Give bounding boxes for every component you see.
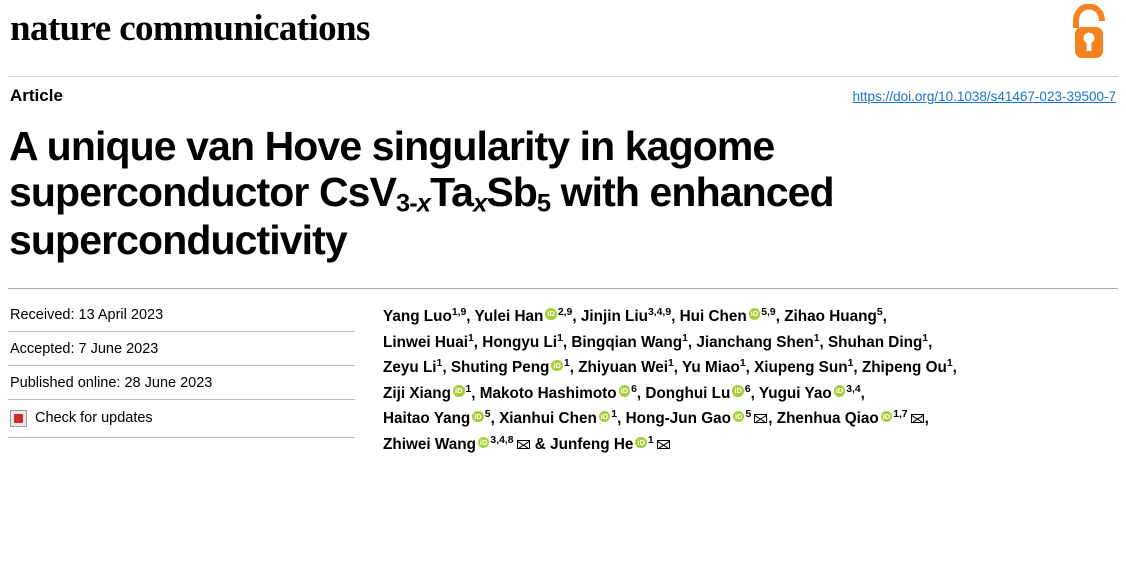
email-icon[interactable]: [657, 440, 670, 449]
affiliation-superscript: 1: [436, 358, 443, 370]
author-line: [383, 329, 1118, 355]
author-name[interactable]: Bingqian Wang: [571, 333, 683, 351]
article-meta-row: [8, 77, 1118, 112]
author-entry: [383, 359, 451, 376]
author-name[interactable]: Haitao Yang: [383, 410, 471, 428]
affiliation-superscript: 1,7: [893, 409, 908, 421]
author-name[interactable]: Makoto Hashimoto: [479, 384, 617, 402]
affiliation-superscript: 1: [739, 358, 746, 370]
masthead: [8, 0, 1118, 76]
author-separator: ,: [617, 410, 626, 428]
orcid-icon[interactable]: [733, 411, 745, 423]
orcid-icon[interactable]: [881, 411, 893, 423]
affiliation-superscript: 5,9: [761, 306, 776, 318]
author-separator: ,: [928, 333, 933, 351]
check-for-updates[interactable]: [8, 400, 355, 438]
author-list: [373, 299, 1118, 458]
author-name[interactable]: Zhipeng Ou: [861, 359, 947, 377]
author-entry: [475, 308, 581, 325]
journal-name: nature communications: [10, 8, 370, 49]
affiliation-superscript: 1: [557, 332, 563, 344]
author-separator: ,: [860, 384, 865, 402]
orcid-icon[interactable]: [619, 385, 631, 397]
orcid-icon[interactable]: [834, 385, 846, 397]
accepted-date: Accepted: 7 June 2023: [8, 332, 355, 366]
author-name[interactable]: Zhiyuan Wei: [578, 359, 668, 377]
author-name[interactable]: Shuhan Ding: [827, 333, 923, 351]
author-name[interactable]: Yu Miao: [682, 359, 740, 377]
author-line: [383, 381, 1118, 407]
author-name[interactable]: Zeyu Li: [383, 359, 437, 377]
author-name[interactable]: Yugui Yao: [758, 384, 832, 402]
author-separator: ,: [562, 333, 572, 351]
author-separator: ,: [687, 333, 697, 351]
author-separator: ,: [775, 307, 785, 325]
orcid-icon[interactable]: [635, 437, 647, 449]
author-name[interactable]: Donghui Lu: [645, 384, 731, 402]
affiliation-superscript: 1: [465, 383, 472, 395]
article-type-label: Article: [10, 86, 63, 105]
author-entry: [480, 385, 646, 402]
author-separator: ,: [924, 410, 929, 428]
author-line: [383, 304, 1118, 330]
published-date: Published online: 28 June 2023: [8, 366, 355, 400]
orcid-icon[interactable]: [472, 411, 484, 423]
affiliation-superscript: 5: [745, 409, 752, 421]
author-entry: [383, 410, 499, 427]
author-separator: ,: [473, 333, 483, 351]
author-entry: [550, 436, 671, 453]
affiliation-superscript: 1: [922, 332, 929, 344]
author-entry: [680, 308, 785, 325]
author-name[interactable]: Zihao Huang: [784, 307, 877, 325]
author-separator: ,: [819, 333, 828, 351]
affiliation-superscript: 1: [682, 332, 688, 344]
divider-mid: [8, 288, 1118, 289]
affiliation-superscript: 3,4,8: [490, 434, 514, 446]
author-entry: [777, 410, 929, 427]
author-name[interactable]: Jianchang Shen: [696, 333, 814, 351]
author-name[interactable]: Junfeng He: [550, 436, 634, 454]
orcid-icon[interactable]: [749, 308, 761, 320]
author-name[interactable]: Yulei Han: [474, 307, 544, 325]
author-separator: ,: [952, 359, 957, 377]
author-entry: [645, 385, 758, 402]
author-name[interactable]: Zhenhua Qiao: [776, 410, 879, 428]
author-entry: [383, 308, 475, 325]
author-entry: [828, 334, 932, 351]
orcid-icon[interactable]: [453, 385, 465, 397]
affiliation-superscript: 1: [468, 332, 474, 344]
author-separator: ,: [636, 384, 646, 402]
author-entry: [383, 334, 482, 351]
author-entry: [759, 385, 865, 402]
check-for-updates-label: Check for updates: [35, 410, 153, 427]
author-separator: ,: [490, 410, 500, 428]
affiliation-superscript: 1: [611, 409, 618, 421]
affiliation-superscript: 3,4: [846, 383, 861, 395]
author-name[interactable]: Hongyu Li: [482, 333, 558, 351]
publication-history: [8, 299, 373, 458]
title-line-1: A unique van Hove singularity in kagome: [9, 123, 775, 169]
affiliation-superscript: 1: [946, 358, 953, 370]
author-entry: [451, 359, 578, 376]
author-line: [383, 355, 1118, 381]
doi-link[interactable]: https://doi.org/10.1038/s41467-023-39500-7: [852, 89, 1116, 104]
email-icon[interactable]: [517, 440, 530, 449]
author-separator: ,: [569, 359, 579, 377]
author-name[interactable]: Xiupeng Sun: [754, 359, 848, 377]
author-entry: [499, 410, 626, 427]
metadata-and-authors: [8, 299, 1118, 458]
author-name[interactable]: Xianhui Chen: [499, 410, 597, 428]
author-separator: ,: [673, 359, 683, 377]
author-separator: ,: [882, 307, 887, 325]
author-entry: [754, 359, 862, 376]
title-line-3: superconductivity: [9, 216, 347, 263]
affiliation-superscript: 5: [484, 409, 491, 421]
affiliation-superscript: 1: [847, 358, 854, 370]
affiliation-superscript: 1: [647, 434, 654, 446]
author-entry: [383, 436, 550, 453]
author-name[interactable]: Jinjin Liu: [580, 307, 648, 325]
author-separator: ,: [750, 384, 759, 402]
author-entry: [578, 359, 682, 376]
orcid-icon[interactable]: [599, 411, 611, 423]
author-entry: [696, 334, 828, 351]
author-entry: [784, 308, 887, 325]
author-separator: ,: [671, 307, 680, 325]
affiliation-superscript: 2,9: [557, 306, 573, 318]
author-separator: &: [530, 436, 551, 454]
author-name[interactable]: Ziji Xiang: [383, 384, 451, 402]
affiliation-superscript: 1,9: [451, 306, 467, 318]
author-separator: ,: [471, 384, 480, 402]
page-title: [9, 124, 1118, 288]
affiliation-superscript: 1: [668, 358, 674, 370]
author-name[interactable]: Yang Luo: [383, 307, 452, 325]
author-entry: [682, 359, 754, 376]
author-separator: ,: [442, 359, 451, 377]
email-icon[interactable]: [754, 414, 767, 423]
author-entry: [571, 334, 696, 351]
author-line: [383, 406, 1118, 432]
orcid-icon[interactable]: [545, 308, 557, 320]
author-separator: ,: [768, 410, 777, 428]
orcid-icon[interactable]: [551, 360, 563, 372]
crossmark-icon: [10, 410, 27, 427]
title-line-2: superconductor $CsV_{3-x}Ta_xSb_5$ with enhanced: [9, 168, 834, 218]
author-line: [383, 432, 1118, 458]
author-separator: ,: [853, 359, 862, 377]
author-name[interactable]: Linwei Huai: [383, 333, 468, 351]
affiliation-superscript: 6: [631, 383, 637, 395]
affiliation-superscript: 3,4,9: [647, 306, 672, 318]
open-access-icon: [1066, 4, 1112, 65]
received-date: Received: 13 April 2023: [8, 299, 355, 332]
author-entry: [482, 334, 571, 351]
author-entry: [581, 308, 680, 325]
author-separator: ,: [466, 307, 475, 325]
author-name[interactable]: Hong-Jun Gao: [625, 410, 731, 428]
email-icon[interactable]: [911, 414, 924, 423]
author-name[interactable]: Hui Chen: [679, 307, 747, 325]
author-entry: [626, 410, 777, 427]
author-name[interactable]: Shuting Peng: [450, 359, 550, 377]
affiliation-superscript: 1: [813, 332, 820, 344]
author-entry: [383, 385, 480, 402]
author-entry: [862, 359, 957, 376]
orcid-icon[interactable]: [732, 385, 744, 397]
affiliation-superscript: 5: [876, 306, 883, 318]
author-separator: ,: [745, 359, 755, 377]
affiliation-superscript: 6: [744, 383, 751, 395]
author-name[interactable]: Zhiwei Wang: [383, 436, 476, 454]
affiliation-superscript: 1: [563, 358, 570, 370]
author-separator: ,: [572, 307, 581, 325]
orcid-icon[interactable]: [478, 437, 490, 449]
